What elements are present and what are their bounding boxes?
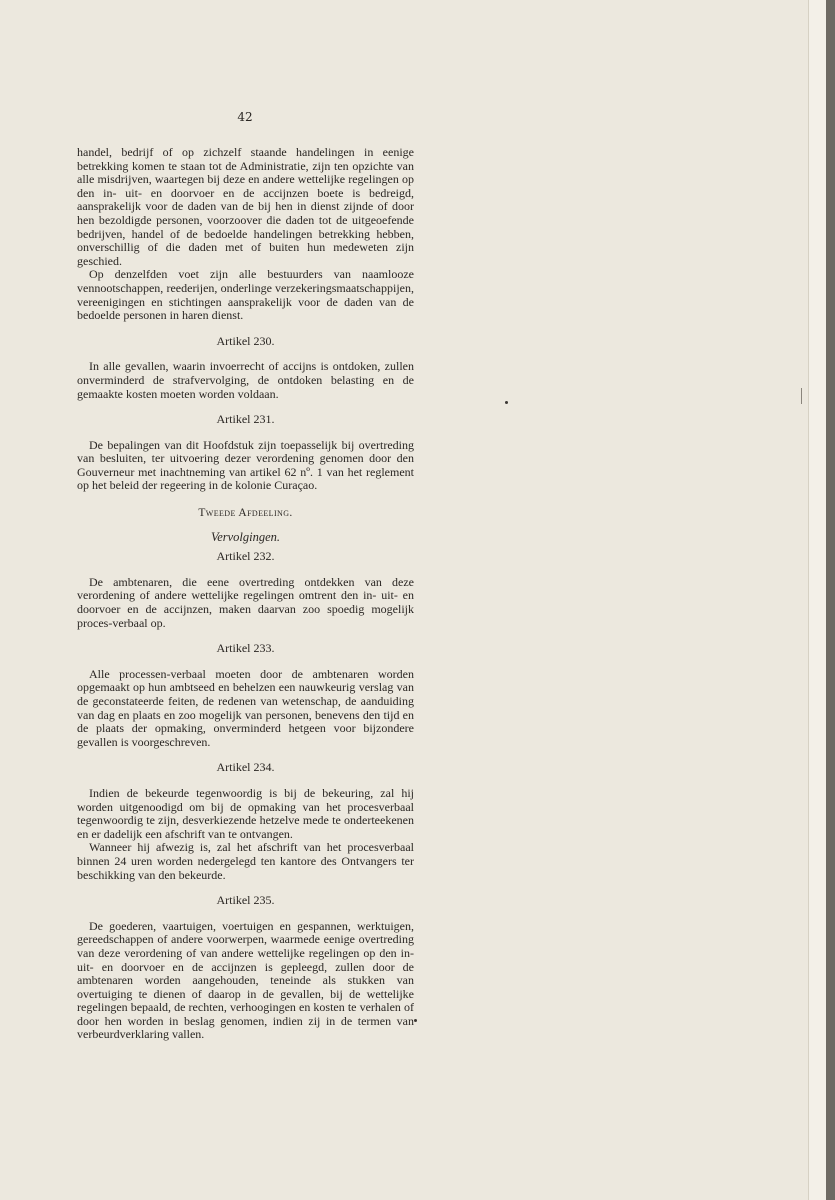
article-231-text: De bepalingen van dit Hoofdstuk zijn toepasselijk bij overtreding van besluiten, ter uitvoering dezer verordening genomen door den Gouverneur met inachtneming van artikel 62 nº. 1 van het reglement op het beleid der regeering in de kolonie Curaçao. — [77, 437, 414, 493]
article-230-text: In alle gevallen, waarin invoerrecht of accijns is ontdoken, zullen onverminderd de strafvervolging, de ontdoken belasting en de gemaakte kosten moeten worden voldaan. — [77, 359, 414, 401]
ink-speck — [505, 401, 508, 404]
article-231-heading: Artikel 231. — [216, 412, 275, 427]
paragraph-liability-companies: Op denzelfden voet zijn alle bestuurders van naamlooze vennootschappen, reederijen, onderlinge verzekeringsmaatschappijen, vereenigingen en stichtingen aansprakelijk voor de daden van de bedoelde personen in haren dienst. — [77, 267, 414, 323]
article-232-text: De ambtenaren, die eene overtreding ontdekken van deze verordening of andere wettelijke regelingen omtrent den in- uit- en doorvoer en de accijnzen, maken daarvan zoo spoedig mogelijk proces-verbaal op. — [77, 574, 414, 630]
article-234-heading: Artikel 234. — [216, 760, 275, 775]
text-column — [77, 146, 414, 1042]
paragraph-liability-continued: handel, bedrijf of op zichzelf staande handelingen in eenige betrekking komen te staan tot de Administratie, zijn ten opzichte van alle misdrijven, waartegen bij deze en andere wettelijke regelingen op den in- uit- en doorvoer en de accijnzen boete is bedreigd, aansprakelijk voor de daden van de bij hen in dienst zijnde of door hen bezoldigde personen, voorzoover die daden tot de uitgeoefende bedrijven, handel of de bedoelde handelingen betrekking hebben, onverschillig of die daden met of buiten hun medeweten zijn geschied. — [77, 145, 414, 268]
section-subtitle: Vervolgingen. — [210, 529, 281, 544]
article-230-heading: Artikel 230. — [216, 333, 275, 348]
section-title: Tweede Afdeeling. — [198, 507, 293, 520]
article-235-text: De goederen, vaartuigen, voertuigen en gespannen, werktuigen, gereedschappen of andere voorwerpen, waarmede eenige overtreding van deze verordening of van andere wettelijke regelingen op den in- uit- en doorvoer en de accijnzen is gepleegd, zullen door de ambtenaren worden aangehouden, teneinde als stukken van overtuiging te dienen of daarop in de gevallen, bij de wettelijke regelingen bepaald, de rechten, verhoogingen en kosten te verhalen of door hen worden in beslag genomen, indien zij in de termen van verbeurdverklaring vallen. — [77, 918, 414, 1042]
paper-crease — [801, 388, 802, 404]
article-234-text-1: Indien de bekeurde tegenwoordig is bij de bekeuring, zal hij worden uitgenoodigd om bij de opmaking van het procesverbaal tegenwoordig te zijn, desverkiezende hetzelve mede te onderteekenen en er dadelijk een afschrift van te ontvangen. — [77, 785, 414, 841]
scan-border — [826, 0, 835, 1200]
ink-speck — [414, 1019, 417, 1022]
article-233-heading: Artikel 233. — [216, 641, 275, 656]
page-number: 42 — [237, 110, 253, 124]
article-232-heading: Artikel 232. — [216, 549, 275, 564]
article-233-text: Alle processen-verbaal moeten door de ambtenaren worden opgemaakt op hun ambtseed en behelzen een nauwkeurig verslag van de geconstateerde feiten, de redenen van wetenschap, de aanduiding van dag en plaats en zoo mogelijk van personen, benevens den tijd en de plaats der opmaking, onverminderd hetgeen voor bijzondere gevallen is voorgeschreven. — [77, 666, 414, 749]
article-234-text-2: Wanneer hij afwezig is, zal het afschrift van het procesverbaal binnen 24 uren worden nedergelegd ten kantore des Ontvangers ter beschikking van den bekeurde. — [77, 840, 414, 882]
article-235-heading: Artikel 235. — [216, 893, 275, 908]
